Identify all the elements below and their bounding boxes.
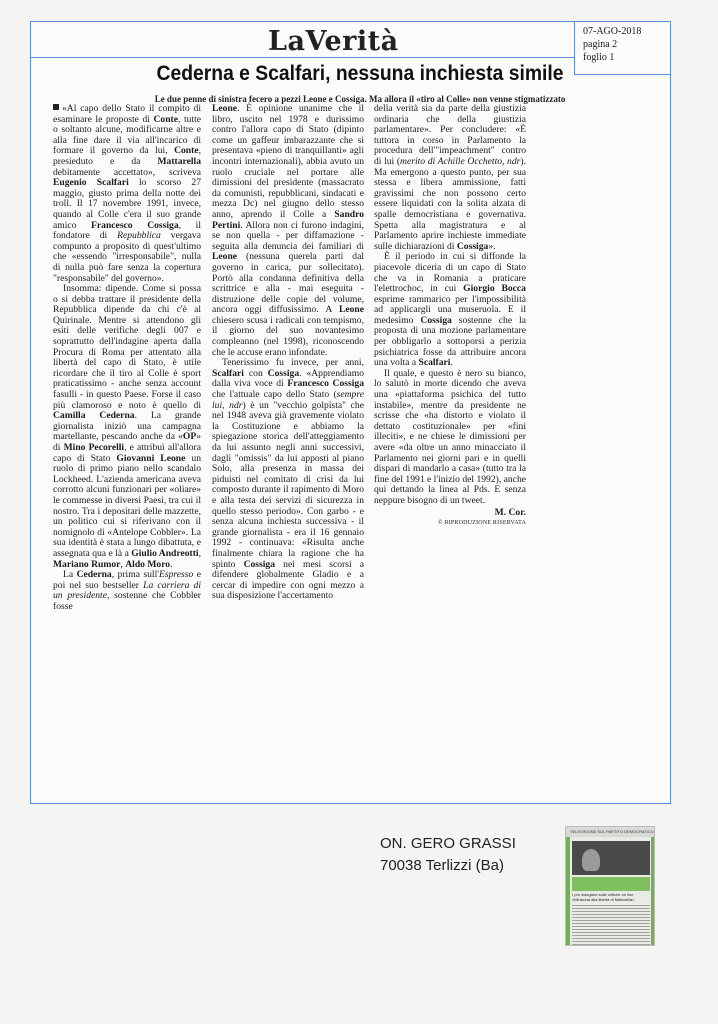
clipping-info-box: [574, 21, 671, 75]
article-subhead: Le due penne di sinistra fecero a pezzi Leone e Cossiga. Ma allora il «tiro al Colle» non venne stigmatizzato: [154, 94, 566, 104]
clipping-page: pagina 2: [583, 39, 618, 50]
thumbnail-left-band: [566, 837, 570, 946]
masthead-logo: LaVerità: [268, 26, 399, 57]
clipping-date: 07-AGO-2018: [583, 26, 642, 37]
thumbnail-header: TELEVISIONE SUL PARTITO DEMOCRATICO: [566, 827, 654, 837]
article-headline: Cederna e Scalfari, nessuna inchiesta simile: [156, 62, 564, 85]
header-divider: [30, 57, 574, 58]
copyright-notice: © RIPRODUZIONE RISERVATA: [438, 520, 526, 527]
thumbnail-text-lines: [572, 905, 650, 945]
article-paragraph: della verità sia da parte della giustizia ordinaria che della giustizia parlamentare». Per concludere: «È tuttora in corso in Parlamento la procedura dell'"impeachment" contro di lui (merito di Achille Occhetto, ndr). Ma emergono a questo punto, per sua stessa e libera ammissione, fatti gravissimi che non possono certo essere liquidati con la solita alzata di spalle democristiana e governativa. Spetta alla magistratura e al Parlamento aprire inchieste immediate sulle dichiarazioni di Cossiga».: [374, 103, 526, 252]
article-author: M. Cor.: [494, 506, 526, 518]
stamp-name: ON. GERO GRASSI: [380, 835, 516, 852]
office-stamp: [380, 833, 516, 877]
article-column-1: [53, 104, 201, 613]
article-paragraph: «Al capo dello Stato il compito di esaminare le proposte di Conte, tutte o soltanto alcune, modificarne altre e alla fine dare il via all'incarico di formare il governo da lui, Conte, presieduto e da Mattarella debitamente accettato», scriveva Eugenio Scalfari lo scorso 27 maggio, giusto prima della notte dei troll. Il 17 novembre 1991, invece, quando al Colle c'era il suo grande amico Francesco Cossiga, il fondatore di Repubblica vergava compunto a proposito di quest'ultimo che «essendo "irresponsabile", nulla di nulla può fare senza la copertura "responsabile" del governo».: [53, 103, 201, 284]
page-thumbnail: [565, 826, 655, 946]
thumbnail-right-band: [651, 837, 654, 946]
article-column-2: [212, 104, 364, 602]
thumbnail-caption: I pm indagano sulle critiche on line «Minaccia alla libertà di Mattarella»: [572, 892, 635, 902]
article-paragraph: È il periodo in cui si diffonde la piacevole diceria di un capo di Stato che va in Romania a praticare l'elettrochoc, in cui Giorgio Bocca esprime rammarico per l'impossibilità ad applicargli una museruola. E il medesimo Cossiga sostenne che la proposta di una mozione parlamentare per obbligarlo a sottoporsi a perizia psichiatrica fosse da attribuire ancora una volta a Scalfari.: [374, 251, 526, 369]
lead-bullet-icon: [53, 104, 59, 110]
clipping-sheet: foglio 1: [583, 52, 615, 63]
thumbnail-green-block: [572, 877, 650, 891]
thumbnail-photo: [572, 841, 650, 875]
article-paragraph: Tenerissimo fu invece, per anni, Scalfari con Cossiga. «Apprendiamo dalla viva voce di Francesco Cossiga che l'attuale capo dello Stato (sempre lui, ndr) è un "vecchio golpista" che nel 1948 aveva già gravemente violato la Costituzione e abbiamo la spiegazione storica dell'atteggiamento da lui assunto negli anni successivi, dagli "omissis" da lui apposti al piano Solo, alla presenza in massa dei piduisti nel comitato di crisi da lui composto durante il rapimento di Moro e alla testa dei servizi di sicurezza in quello stesso periodo». Con garbo - e senza alcuna inchiesta successiva - il grande giornalista - era il 16 gennaio 1992 - continuava: «Risulta anche finalmente chiara la ragione che ha spinto Cossiga nei mesi scorsi a difendere globalmente Gladio e a cercar di impedire con ogni mezzo a sua disposizione l'accertamento: [212, 357, 365, 602]
article-paragraph: Il quale, e questo è nero su bianco, lo salutò in morte dicendo che aveva una «piattaforma psichica del tutto instabile», mentre da presidente ne scrisse che «ha distorto e violato il dettato costituzionale» per «fini illeciti», e ne chiese le dimissioni per avere «da oltre un anno minacciato il Parlamento nei giorni pari e in quelli dispari di mandarlo a casa» (tutto tra la fine del 1991 e l'inizio del 1992), anche qui dettando la linea al Pds. E senza neppure bisogno di un tweet.: [374, 367, 526, 506]
article-paragraph: Leone. È opinione unanime che il libro, uscito nel 1978 e durissimo contro l'allora capo di Stato (dipinto come un gaffeur imbarazzante che si presentava «pieno di tranquillanti» agli incontri internazionali), abbia avuto un ruolo cruciale nel portare alle dimissioni del presidente (massacrato da comunisti, repubblicani, sindacati e mezza Dc) nel giugno dello stesso anno, aprendo il Colle a Sandro Pertini. Allora non ci furono indagini, se non quella - per diffamazione - seguita alla denuncia dei familiari di Leone (nessuna querela parti dal governo in carica, pur sollecitato). Portò alla condanna definitiva della scrittrice e alla - mai eseguita - distruzione delle copie del volume, ancora oggi diffusissimo. A Leone chiesero scusa i radicali con tempismo, il giorno del suo novantesimo compleanno (nel 1998), riconoscendo che le accuse erano infondate.: [212, 103, 364, 358]
article-column-3: [374, 104, 526, 527]
article-paragraph: La Cederna, prima sull'Espresso e poi nel suo bestseller La carriera di un presidente, sostenne che Cobbler fosse: [53, 569, 201, 612]
article-paragraph: Insomma: dipende. Come si possa o si debba trattare il presidente della Repubblica dipende da chi c'è al Quirinale. Mentre si attendono gli esiti delle verifiche degli 007 e soprattutto dell'indagine aperta dalla Procura di Roma per attentato alla libertà del capo di Stato, è utile ricordare che il tiro al Colle è sport praticatissimo - anche senza account fasulli - in questo Paese. Forse il caso più clamoroso e noto è quello di Camilla Cederna. La grande giornalista iniziò una campagna martellante, pescando anche da «OP» di Mino Pecorelli, e attribuì all'allora capo di Stato Giovanni Leone un ruolo di primo piano nello scandalo Lockheed. L'azienda americana aveva corrotto alcuni funzionari per «oliare» le commesse in diversi Paesi, tra cui il nostro. Tra i depositari delle mazzette, un politico cui si riferivano con il nomignolo di «Antelope Cobbler». La sua identità è stata a lungo dibattuta, e assegnata qua e là a Giulio Andreotti, Mariano Rumor, Aldo Moro.: [53, 283, 201, 570]
stamp-address: 70038 Terlizzi (Ba): [380, 857, 504, 874]
